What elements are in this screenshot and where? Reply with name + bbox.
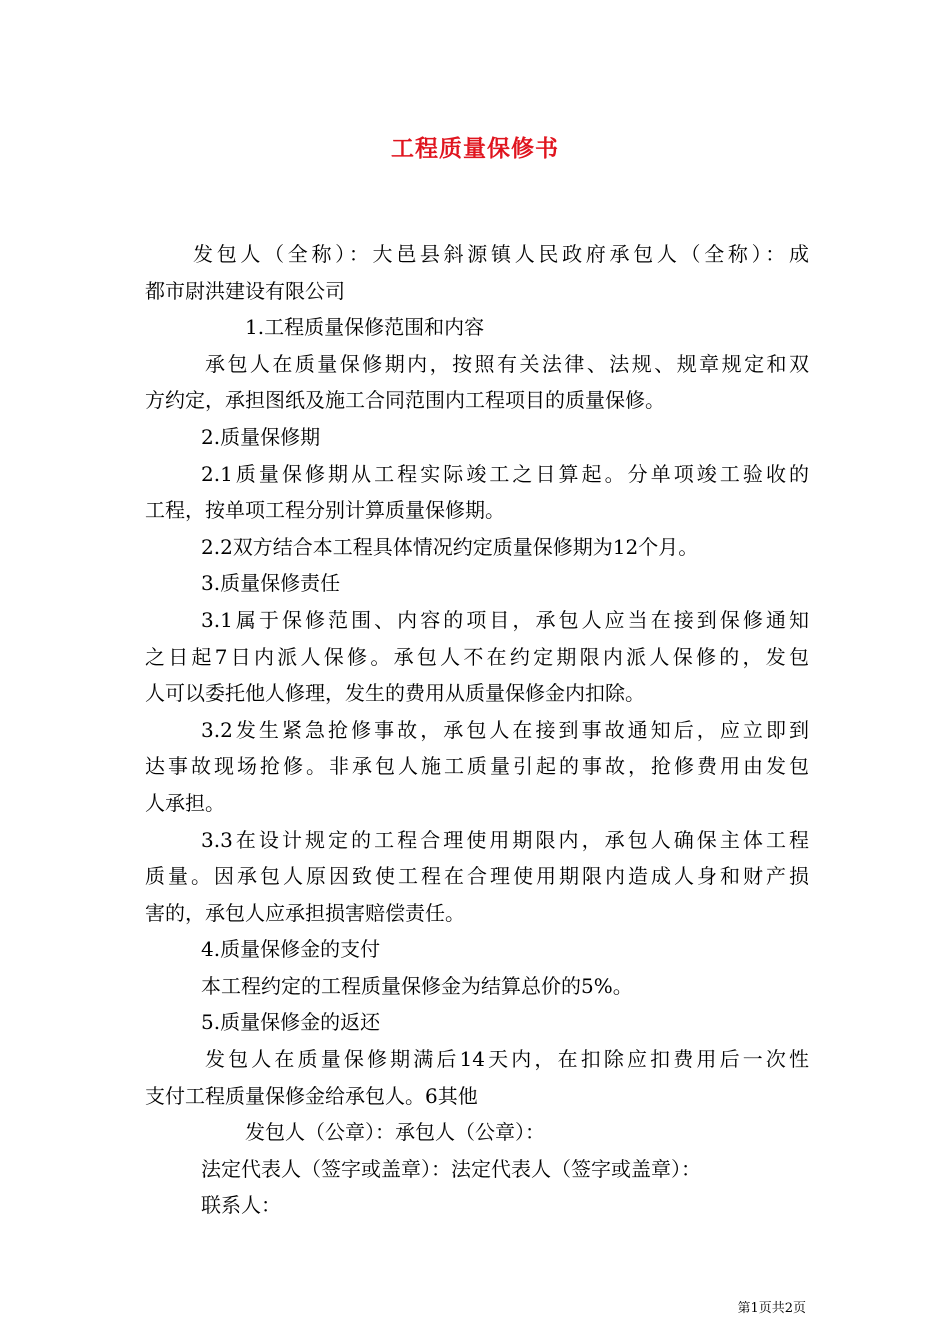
paragraph-line: 法定代表人（签字或盖章）：法定代表人（签字或盖章）： (201, 1156, 701, 1181)
paragraph-line: 3.2发生紧急抢修事故，承包人在接到事故通知后，应立即到 (201, 717, 809, 742)
paragraph-line: 3.质量保修责任 (201, 571, 341, 596)
paragraph-line: 3.1属于保修范围、内容的项目，承包人应当在接到保修通知 (201, 607, 809, 632)
paragraph-line: 1.工程质量保修范围和内容 (245, 315, 485, 340)
paragraph-line: 3.3在设计规定的工程合理使用期限内，承包人确保主体工程 (201, 827, 809, 852)
paragraph-line: 害的，承包人应承担损害赔偿责任。 (145, 900, 465, 925)
paragraph-line: 方约定，承担图纸及施工合同范围内工程项目的质量保修。 (145, 388, 665, 413)
paragraph-line: 人可以委托他人修理，发生的费用从质量保修金内扣除。 (145, 681, 645, 706)
paragraph-line: 都市尉洪建设有限公司 (145, 278, 345, 303)
paragraph-line: 之日起7日内派人保修。承包人不在约定期限内派人保修的，发包 (145, 644, 809, 669)
paragraph-line: 联系人： (201, 1193, 281, 1218)
paragraph-line: 4.质量保修金的支付 (201, 937, 381, 962)
paragraph-line: 承包人在质量保修期内，按照有关法律、法规、规章规定和双 (205, 351, 809, 376)
paragraph-line: 2.2双方结合本工程具体情况约定质量保修期为12个月。 (201, 534, 699, 559)
paragraph-line: 工程，按单项工程分别计算质量保修期。 (145, 498, 505, 523)
paragraph-line: 5.质量保修金的返还 (201, 1010, 381, 1035)
paragraph-line: 达事故现场抢修。非承包人施工质量引起的事故，抢修费用由发包 (145, 754, 809, 779)
document-body (145, 236, 809, 1224)
paragraph-line: 支付工程质量保修金给承包人。6其他 (145, 1083, 478, 1108)
paragraph-line: 2.1质量保修期从工程实际竣工之日算起。分单项竣工验收的 (201, 461, 809, 486)
paragraph-line: 发包人（全称）：大邑县斜源镇人民政府承包人（全称）：成 (193, 242, 809, 266)
paragraph-line: 发包人（公章）：承包人（公章）： (245, 1120, 545, 1145)
page-number: 第1页共2页 (737, 1301, 806, 1316)
document-title: 工程质量保修书 (391, 135, 559, 162)
paragraph-line: 发包人在质量保修期满后14天内，在扣除应扣费用后一次性 (205, 1047, 809, 1072)
paragraph-line: 质量。因承包人原因致使工程在合理使用期限内造成人身和财产损 (145, 864, 809, 889)
paragraph-line: 2.质量保修期 (201, 424, 321, 449)
paragraph-line: 本工程约定的工程质量保修金为结算总价的5%。 (201, 973, 633, 998)
paragraph-line: 人承担。 (145, 790, 225, 815)
